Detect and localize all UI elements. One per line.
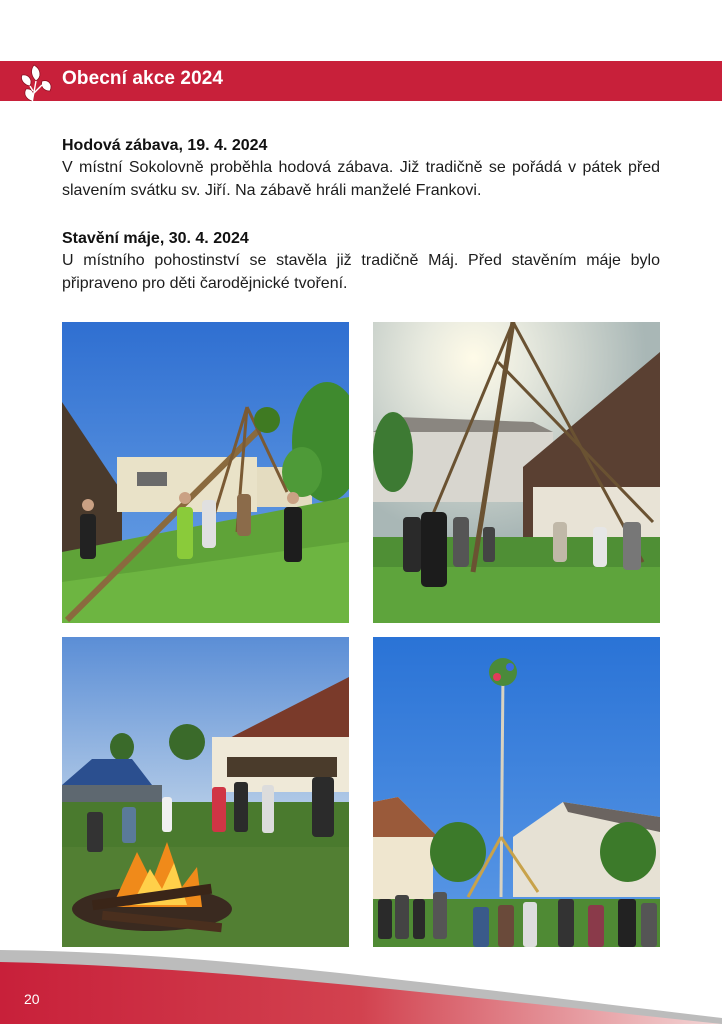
photo-maypole-backlit	[373, 322, 660, 623]
footer-swoosh	[0, 940, 722, 1024]
leaf-sprig-icon	[14, 61, 56, 105]
page-number: 20	[24, 991, 40, 1007]
article-heading: Hodová zábava, 19. 4. 2024	[62, 137, 268, 154]
article-body: U místního pohostinství se stavěla již tradičně Máj. Před stavěním máje bylo připraveno pro děti čarodějnické tvoření.	[62, 252, 660, 292]
photo-bonfire-evening	[62, 637, 349, 947]
article-heading: Stavění máje, 30. 4. 2024	[62, 230, 249, 247]
article-staveni-maje	[62, 228, 660, 295]
page-title: Obecní akce 2024	[62, 68, 224, 89]
photo-maypole-raising	[62, 322, 349, 623]
article-body: V místní Sokolovně proběhla hodová zábava. Již tradičně se pořádá v pátek před slavením svátku sv. Jiří. Na zábavě hráli manželé Frankovi.	[62, 159, 660, 199]
photo-erected-maypole	[373, 637, 660, 947]
article-hodova-zabava	[62, 135, 660, 202]
